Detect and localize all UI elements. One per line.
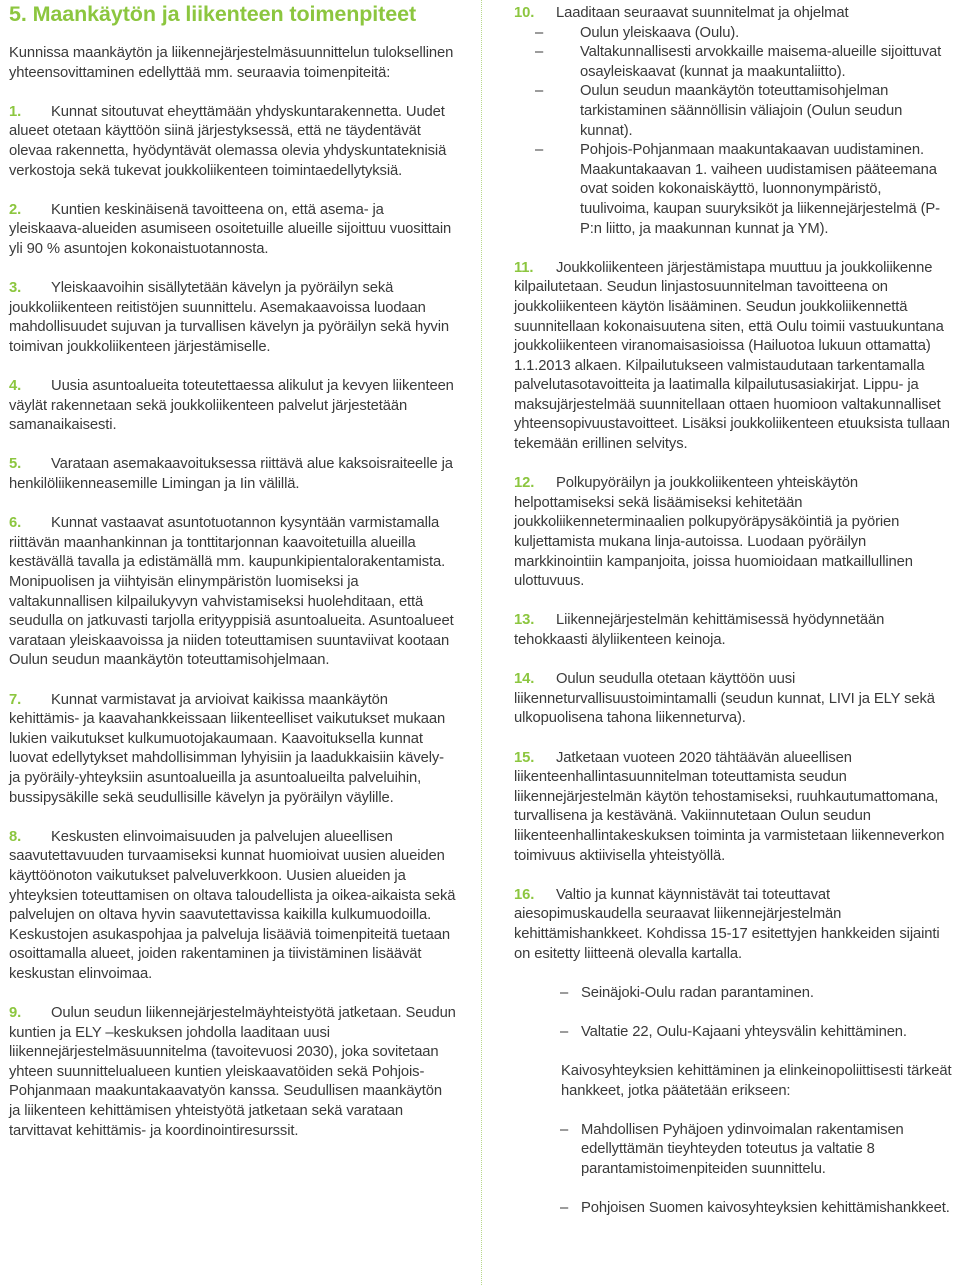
item-text: Kunnat varmistavat ja arvioivat kaikissa maankäytön kehittämis- ja kaavahankkeissaan liikenteelliset vaikutukset mukaan lukien vaikutukset kulkumuotojakaumaan. Kaavoituksella kunnat luovat edellytykset mahdollisimman lyhyisiin ja laadukkaisiin kävely- ja pyöräily-yhteyksiin asuntoalueilla ja asuntoalueilta palveluihin, bussipysäkille sekä seudullisille kävelyn ja pyöräilyn väylille. (9, 691, 446, 806)
list-item-4 (9, 377, 457, 436)
item-number: 5. (9, 456, 22, 473)
list-item-1 (9, 103, 457, 181)
list-item-6 (9, 514, 457, 671)
item-text: Liikennejärjestelmän kehittämisessä hyödynnetään tehokkaasti älyliikenteen keinoja. (514, 612, 885, 648)
item-text: Valtio ja kunnat käynnistävät tai toteuttavat aiesopimuskaudella seuraavat liikennejärjestelmän kehittämishankkeet. Kohdissa 15-17 esitettyjen hankkeiden sijainti on esitetty liitteenä olevalla kartalla. (514, 886, 940, 962)
list-item-2 (9, 201, 457, 260)
item-text: Keskusten elinvoimaisuuden ja palvelujen alueellisen saavutettavuuden turvaamiseksi kunnat huomioivat uusien alueiden käyttöönoton vaikutukset palveluverkkoon. Uusien alueiden ja yhteyksien toteuttamisen on oltava taloudellista ja oikea-aikaista sekä palvelujen on oltava hyvin saavutettavissa kaikilla kulkumuodoilla. Keskustojen asukaspohjaa ja palveluja lisääviä toimenpiteitä tuetaan osoittamalla alueet, joiden rakentaminen ja tiivistäminen lisäävät keskustan elinvoimaa. (9, 828, 456, 982)
list-item-3 (9, 279, 457, 357)
item-number: 6. (9, 515, 22, 532)
list-item-7 (9, 691, 457, 809)
sub-list-item: – Valtakunnallisesti arvokkaille maisema-alueille sijoittuvat osayleiskaavat (kunnat ja maakuntaliitto). (535, 43, 954, 82)
right-column (514, 4, 954, 1238)
column-divider (481, 0, 482, 1285)
sub-list-item: – Oulun seudun maankäytön toteuttamisohjelman tarkistaminen säännöllisin väliajoin (Oulun seudun kunnat). (535, 82, 954, 141)
sub-list-item: – Valtatie 22, Oulu-Kajaani yhteysvälin kehittäminen. (514, 1023, 954, 1043)
sub-list-item: – Pohjoisen Suomen kaivosyhteyksien kehittämishankkeet. (514, 1199, 954, 1219)
section-heading: 5. Maankäytön ja liikenteen toimenpiteet (9, 2, 416, 26)
list-item-14 (514, 670, 954, 729)
item-number: 11. (514, 259, 534, 276)
item-number: 13. (514, 612, 535, 629)
sub-list-16-a (514, 984, 954, 1043)
list-item-16 (514, 886, 954, 964)
list-item-10 (514, 4, 954, 24)
item-text: Joukkoliikenteen järjestämistapa muuttuu ja joukkoliikenne kilpailutetaan. Seudun linjastosuunnitelman tavoitteena on joukkoliikenteen käytön lisääminen. Seudun joukkoliikennettä suunnitellaan kokonaisuutena siten, että Oulu toimii vastuukuntana joukkoliikenteen viranomaisasioissa (Hailuotoa lukuun ottamatta) 1.1.2013 alkaen. Kilpailutukseen valmistaudutaan tarkentamalla palvelutasotavoitteita ja laatimalla kilpailutusasiakirjat. Lippu- ja maksujärjestelmää suunnitellaan ottaen huomioon valtakunnalliset yhteensopivuustavoitteet. Lisäksi joukkoliikenteen etuuksista tullaan tekemään erillinen selvitys. (514, 259, 950, 453)
item-text: Kunnat sitoutuvat eheyttämään yhdyskuntarakennetta. Uudet alueet otetaan käyttöön siinä järjestyksessä, että ne täydentävät olevaa rakennetta, hyödyntävät olemassa olevia yhdyskuntateknisiä verkostoja sekä tukevat joukkoliikenteen toimintaedellytyksiä. (9, 103, 447, 179)
left-column (9, 44, 457, 1161)
list-item-9 (9, 1004, 457, 1141)
item-number: 9. (9, 1005, 22, 1022)
item-number: 15. (514, 749, 535, 766)
list-item-5 (9, 455, 457, 494)
intro-paragraph: Kunnissa maankäytön ja liikennejärjestelmäsuunnittelun tuloksellinen yhteensovittaminen edellyttää mm. seuraavia toimenpiteitä: (9, 45, 454, 81)
list-item-12 (514, 474, 954, 592)
item-text: Varataan asemakaavoituksessa riittävä alue kaksoisraiteelle ja henkilöliikenneasemille Limingan ja Iin välillä. (9, 456, 453, 493)
sub-list-item: – Oulun yleiskaava (Oulu). (535, 24, 954, 44)
list-item-15 (514, 749, 954, 867)
item-text: Polkupyöräilyn ja joukkoliikenteen yhteiskäytön helpottamiseksi sekä lisäämiseksi kehitetään joukkoliikenneterminaalien polkupyöräpysäköintiä ja pyörien kuljettamista mukana linja-autoissa. Luodaan pyöräilyn markkinointiin kampanjoita, joissa huomioidaan matkaillullinen ulottuvuus. (514, 475, 913, 590)
list-item-13 (514, 611, 954, 650)
item-number: 16. (514, 886, 535, 903)
sub-list-item: – Pohjois-Pohjanmaan maakuntakaavan uudistaminen. Maakuntakaavan 1. vaiheen uudistamisen pääteemana ovat soiden kokonaiskäyttö, luonnonympäristö, tuulivoima, kaupan suuryksiköt ja liikennejärjestelmä (P-P:n liitto, ja maakunnan kunnat ja YM). (535, 141, 954, 239)
item-number: 14. (514, 671, 535, 688)
list-item-11 (514, 259, 954, 455)
sub-list-10 (514, 24, 954, 240)
item-number: 10. (514, 5, 535, 21)
item-text: Yleiskaavoihin sisällytetään kävelyn ja pyöräilyn sekä joukkoliikenteen reitistöjen suunnittelu. Asemakaavoissa luodaan mahdollisuudet sujuvan ja turvallisen kävelyn ja pyöräilyn sekä hyvin toimivan joukkoliikenteen järjestämiselle. (9, 280, 449, 355)
item-number: 7. (9, 691, 22, 708)
sub-list-item: – Seinäjoki-Oulu radan parantaminen. (514, 984, 954, 1004)
item-number: 3. (9, 280, 22, 297)
item-number: 1. (9, 103, 22, 120)
item-number: 8. (9, 828, 22, 845)
item-text: Kunnat vastaavat asuntotuotannon kysyntään varmistamalla riittävän maanhankinnan ja tonttitarjonnan kaavoitetuilla alueilla kestävällä tavalla ja edistämällä mm. kaupunkipientalorakentamista. Monipuolisen ja viihtyisän elinympäristön luomiseksi ja valtakunnallisen kilpailukyvyn vahvistamiseksi huolehditaan, että seudulla on jatkuvasti tarjolla erityyppisiä asuntoalueita. Asuntoalueet varataan yleiskaavoissa ja niiden toteuttamisen suuntaviivat kootaan Oulun seudun maankäytön toteuttamisohjelmaan. (9, 515, 454, 669)
sub-list-item: – Mahdollisen Pyhäjoen ydinvoimalan rakentamisen edellyttämän tieyhteyden toteutus ja valtatie 8 parantamistoimenpiteiden suunnittelu. (514, 1121, 954, 1180)
item-text: Uusia asuntoalueita toteutettaessa alikulut ja kevyen liikenteen väylät rakennetaan sekä joukkoliikenteen palvelut järjestetään samanaikaisesti. (9, 378, 454, 434)
item-number: 2. (9, 201, 22, 218)
item-16-paragraph: Kaivosyhteyksien kehittäminen ja elinkeinopoliittisesti tärkeät hankkeet, jotka päätetään erikseen: (561, 1063, 952, 1099)
item-number: 12. (514, 475, 535, 492)
list-item-8 (9, 828, 457, 985)
item-text: Kuntien keskinäisenä tavoitteena on, että asema- ja yleiskaava-alueiden asumiseen osoitetuille alueille sijoittuu vuosittain yli 90 % asuntojen kokonaistuotannosta. (9, 201, 452, 257)
item-text: Jatketaan vuoteen 2020 tähtäävän alueellisen liikenteenhallintasuunnitelman toteuttamista seudun liikennejärjestelmän käytön tehostamiseksi, ruuhkautumattomana, turvallisena ja kestävänä. Vakiinnutetaan Oulun seudun liikenteenhallintakeskuksen toiminta ja varmistetaan liikenneverkon toimivuus aktiivisella yhteistyöllä. (514, 749, 945, 864)
item-text: Oulun seudulla otetaan käyttöön uusi liikenneturvallisuustoimintamalli (seudun kunnat, LIVI ja ELY sekä ulkopuolisena tahona liikenneturva). (514, 671, 935, 727)
item-number: 4. (9, 378, 22, 395)
sub-list-16-b (514, 1121, 954, 1219)
item-text: Laaditaan seuraavat suunnitelmat ja ohjelmat (556, 5, 849, 21)
item-text: Oulun seudun liikennejärjestelmäyhteistyötä jatketaan. Seudun kuntien ja ELY –keskuksen johdolla laaditaan uusi liikennejärjestelmäsuunnitelma (tavoitevuosi 2030), joka sovitetaan yhteen suunnittelualueen kuntien yleiskaavatöiden sekä Pohjois-Pohjanmaan maakuntakaavatyön kanssa. Seudullisen maankäytön ja liikenteen kehittämisen yhteistyötä jatketaan sekä varataan tarvittavat kehittämis- ja koordinointiresurssit. (9, 1005, 456, 1139)
